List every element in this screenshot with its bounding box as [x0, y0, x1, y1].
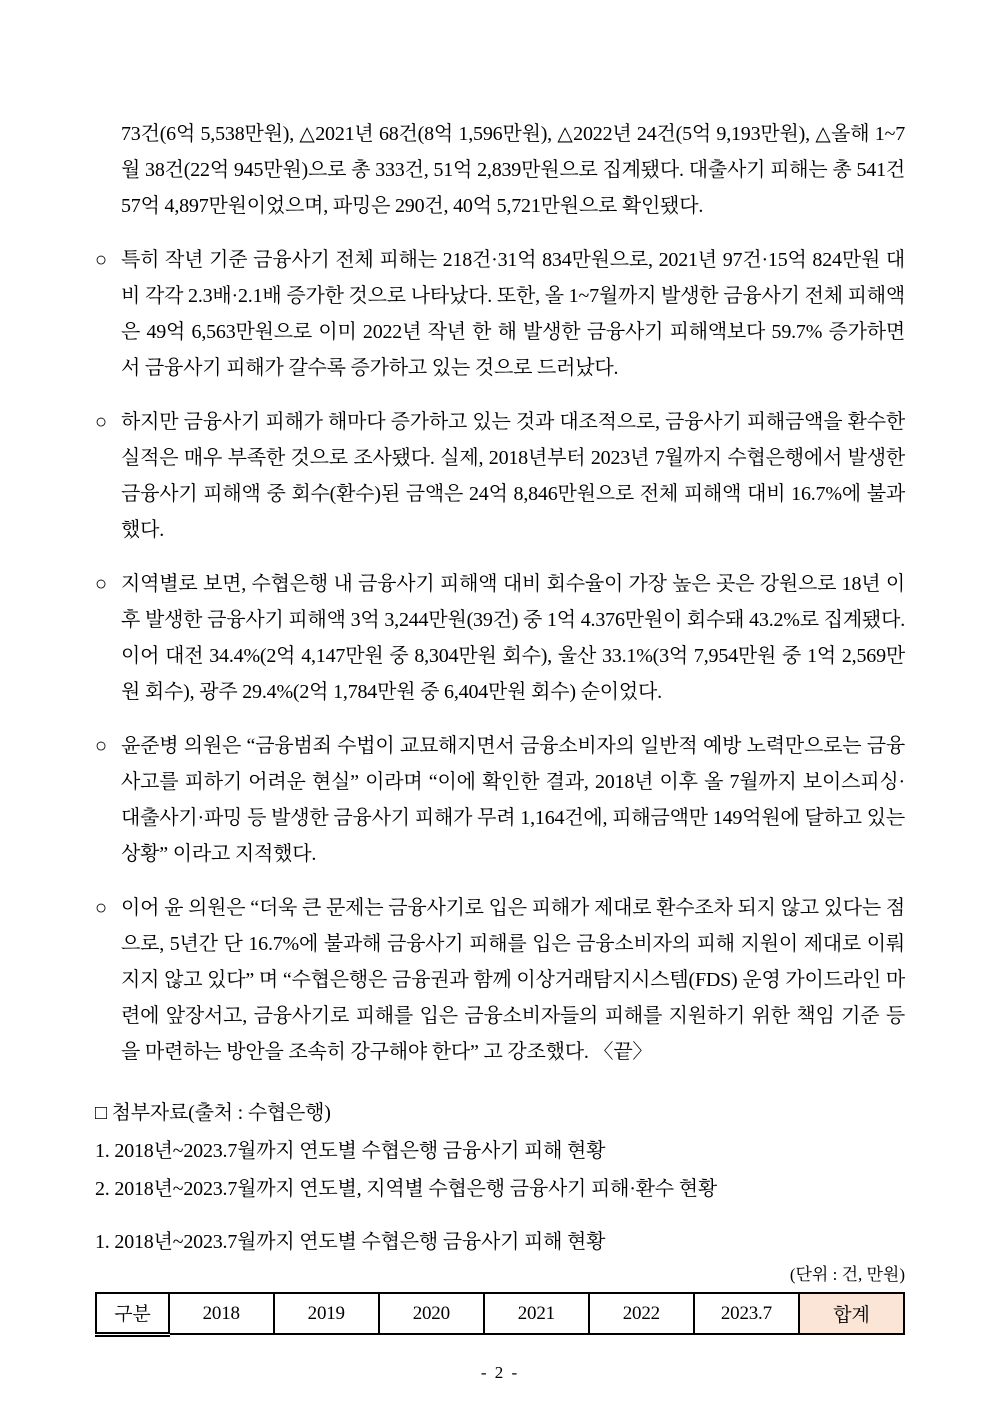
paragraph-text: 이어 윤 의원은 “더욱 큰 문제는 금융사기로 입은 피해가 제대로 환수조차 되지 않고 있다는 점으로, 5년간 단 16.7%에 불과해 금융사기 피해를 입은 금융소비자의 피해 지원이 제대로 이뤄지지 않고 있다” 며 “수협은행은 금융권과 함께 이상거래탐지시스템(FDS) 운영 가이드라인 마련에 앞장서고, 금융사기로 피해를 입은 금융소비자들의 피해를 지원하기 위한 책임 기준 등을 마련하는 방안을 조속히 강구해야 한다” 고 강조했다. 〈끝〉: [121, 897, 905, 1063]
paragraph-text: 특히 작년 기준 금융사기 전체 피해는 218건·31억 834만원으로, 2021년 97건·15억 824만원 대비 각각 2.3배·2.1배 증가한 것으로 나타났다. 또한, 올 1~7월까지 발생한 금융사기 전체 피해액은 49억 6,563만원으로 이미 2022년 작년 한 해 발생한 금융사기 피해액보다 59.7% 증가하면서 금융사기 피해가 갈수록 증가하고 있는 것으로 드러났다.: [121, 249, 905, 379]
table-header-2018: 2018: [169, 1293, 274, 1334]
paragraph-lawmaker-quote-2: [95, 890, 905, 1070]
table-header-row: [96, 1293, 904, 1334]
paragraph-lawmaker-quote-1: [95, 728, 905, 872]
table-header-gubun: 구분: [96, 1293, 169, 1334]
table-header-2023-7: 2023.7: [694, 1293, 799, 1334]
unit-note: (단위 : 건, 만원): [789, 1265, 905, 1284]
circle-bullet-icon: ○: [95, 735, 108, 757]
table-title: 1. 2018년~2023.7월까지 연도별 수협은행 금융사기 피해 현황: [95, 1231, 606, 1253]
table-header-2020: 2020: [379, 1293, 484, 1334]
attachments-header: □ 첨부자료(출처 : 수협은행): [95, 1102, 331, 1124]
yearly-damage-table: [95, 1292, 905, 1337]
attachment-item-2: 2. 2018년~2023.7월까지 연도별, 지역별 수협은행 금융사기 피해·환수 현황: [95, 1178, 717, 1200]
circle-bullet-icon: ○: [95, 249, 108, 271]
paragraph-text: 하지만 금융사기 피해가 해마다 증가하고 있는 것과 대조적으로, 금융사기 피해금액을 환수한 실적은 매우 부족한 것으로 조사됐다. 실제, 2018년부터 2023년 7월까지 수협은행에서 발생한 금융사기 피해액 중 회수(환수)된 금액은 24억 8,846만원으로 전체 피해액 대비 16.7%에 불과했다.: [121, 411, 905, 541]
paragraph-text: 윤준병 의원은 “금융범죄 수법이 교묘해지면서 금융소비자의 일반적 예방 노력만으로는 금융사고를 피하기 어려운 현실” 이라며 “이에 확인한 결과, 2018년 이후 올 7월까지 보이스피싱·대출사기·파밍 등 발생한 금융사기 피해가 무려 1,164건에, 피해금액만 149억원에 달하고 있는 상황” 이라고 지적했다.: [121, 735, 905, 865]
paragraph-text: 지역별로 보면, 수협은행 내 금융사기 피해액 대비 회수율이 가장 높은 곳은 강원으로 18년 이후 발생한 금융사기 피해액 3억 3,244만원(39건) 중 1억 4.376만원이 회수돼 43.2%로 집계됐다. 이어 대전 34.4%(2억 4,147만원 중 8,304만원 회수), 울산 33.1%(3억 7,954만원 중 1억 2,569만원 회수), 광주 29.4%(2억 1,784만원 중 6,404만원 회수) 순이었다.: [121, 573, 905, 703]
circle-bullet-icon: ○: [95, 411, 108, 433]
table-header-2019: 2019: [274, 1293, 379, 1334]
attachment-item-1: 1. 2018년~2023.7월까지 연도별 수협은행 금융사기 피해 현황: [95, 1140, 606, 1162]
paragraph-regional-recovery: [95, 566, 905, 710]
bullet-marker: [95, 116, 121, 224]
table-header-total: 합계: [799, 1293, 904, 1334]
page-number: - 2 -: [480, 1362, 520, 1382]
circle-bullet-icon: ○: [95, 897, 108, 919]
paragraph-recovery-shortfall: [95, 404, 905, 548]
circle-bullet-icon: ○: [95, 573, 108, 595]
attachments-block: [95, 1094, 905, 1208]
paragraph-text: 73건(6억 5,538만원), △2021년 68건(8억 1,596만원), △2022년 24건(5억 9,193만원), △올해 1~7월 38건(22억 945만원)으로 총 333건, 51억 2,839만원으로 집계됐다. 대출사기 피해는 총 541건 57억 4,897만원이었으며, 파밍은 290건, 40억 5,721만원으로 확인됐다.: [121, 123, 905, 217]
table-header-2022: 2022: [589, 1293, 694, 1334]
paragraph-total-damage: [95, 242, 905, 386]
table-header-2021: 2021: [484, 1293, 589, 1334]
paragraph-continuation: [95, 116, 905, 224]
